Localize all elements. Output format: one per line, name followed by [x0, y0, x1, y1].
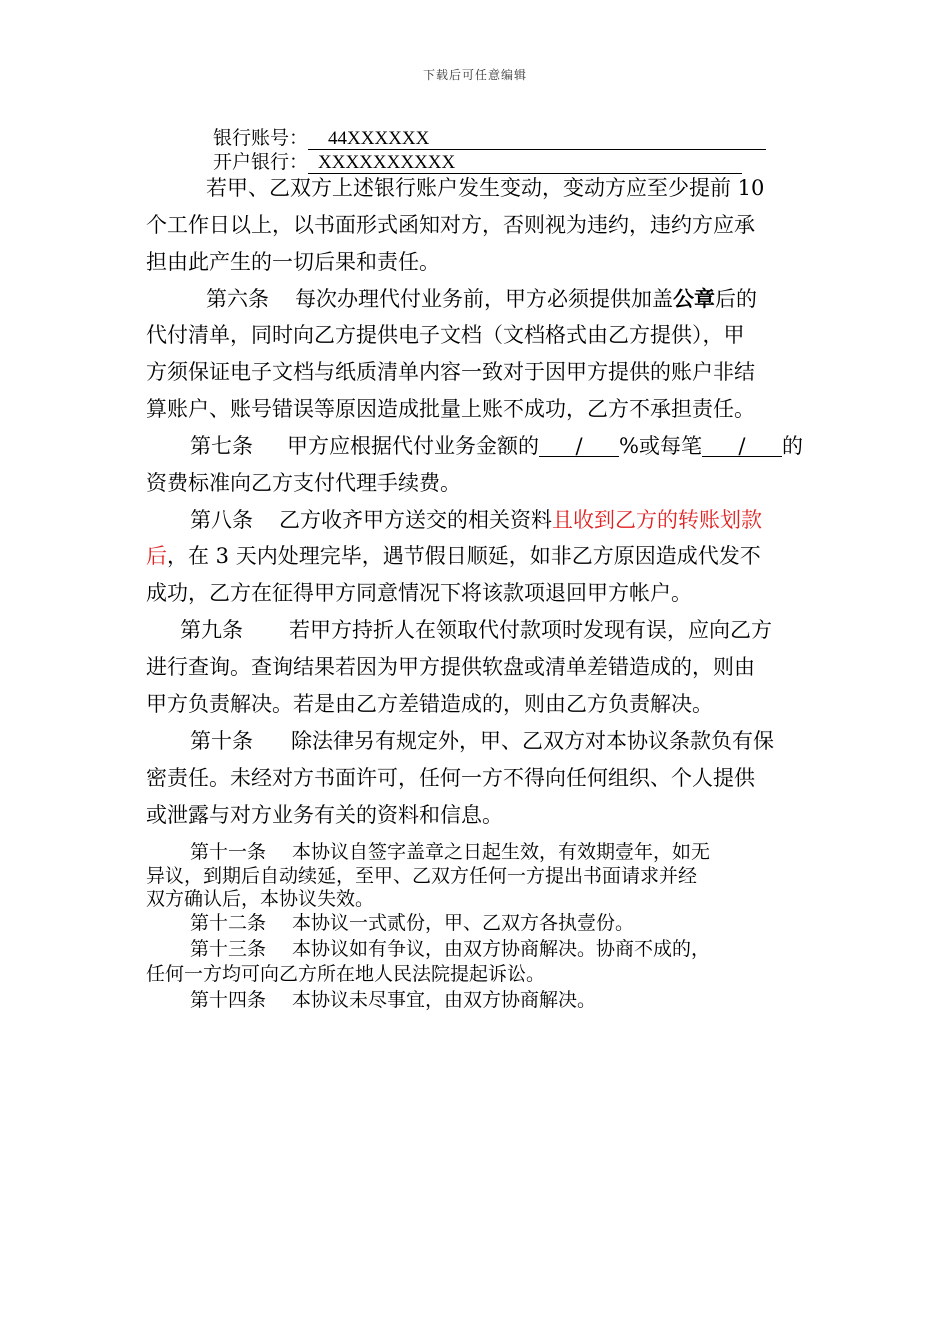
article-13-line1: [190, 937, 710, 961]
article-8-title: 第八条: [190, 508, 253, 532]
bank-account-row: [213, 126, 766, 150]
article-9-text: 若甲方持折人在领取代付款项时发现有误，应向乙方: [289, 618, 772, 642]
article-6-line4: 算账户、账号错误等原因造成批量上账不成功，乙方不承担责任。: [146, 397, 755, 421]
article-8-highlight-text: 且收到乙方的转账划款: [552, 508, 762, 532]
article-7-per-item-blank: /: [702, 436, 782, 457]
bank-account-label: 银行账号：: [213, 127, 309, 149]
article-11-line1: [190, 840, 710, 864]
article-7-line1: [190, 434, 803, 458]
article-8-text-b: ，在 3 天内处理完毕，遇节假日顺延，如非乙方原因造成代发不: [167, 544, 761, 568]
article-10-text: 除法律另有规定外，甲、乙双方对本协议条款负有保: [291, 729, 774, 753]
article-11-title: 第十一条: [190, 841, 267, 863]
article-8-line2: [146, 544, 761, 568]
bank-account-value: 44XXXXXX: [308, 129, 766, 150]
article-7-text-b: %或每笔: [619, 434, 702, 458]
article-12-text: 本协议一式贰份，甲、乙双方各执壹份。: [292, 912, 635, 934]
article-9-line1: [180, 618, 772, 642]
article-12-line1: [190, 911, 634, 935]
article-7-text-a: 甲方应根据代付业务金额的: [287, 434, 539, 458]
article-6-seal-text: 公章: [673, 286, 715, 311]
article-13-text: 本协议如有争议，由双方协商解决。协商不成的，: [292, 938, 711, 960]
article-7-text-c: 的: [781, 434, 803, 458]
article-13-title: 第十三条: [190, 938, 267, 960]
bank-name-value: XXXXXXXXXX: [308, 153, 742, 174]
article-8-line1: [190, 508, 762, 532]
change-clause-line3: 担由此产生的一切后果和责任。: [146, 250, 440, 274]
article-7-title: 第七条: [190, 434, 253, 458]
change-clause-line2: 个工作日以上，以书面形式函知对方，否则视为违约，违约方应承: [146, 213, 755, 237]
article-10-title: 第十条: [190, 729, 253, 753]
article-12-title: 第十二条: [190, 912, 267, 934]
article-14-title: 第十四条: [190, 989, 267, 1011]
article-9-title: 第九条: [180, 618, 243, 642]
article-10-line3: 或泄露与对方业务有关的资料和信息。: [146, 803, 503, 827]
article-9-line3: 甲方负责解决。若是由乙方差错造成的，则由乙方负责解决。: [146, 692, 713, 716]
article-6-line1: [206, 287, 757, 311]
article-10-line1: [190, 729, 774, 753]
article-6-text-b: 后的: [715, 287, 757, 311]
article-8-line3: 成功，乙方在征得甲方同意情况下将该款项退回甲方帐户。: [146, 581, 692, 605]
bank-name-row: [213, 150, 742, 174]
article-7-percent-blank: /: [539, 436, 619, 457]
article-11-line3: 双方确认后，本协议失效。: [146, 888, 375, 910]
article-8-text-a: 乙方收齐甲方送交的相关资料: [279, 508, 552, 532]
article-11-line2: 异议，到期后自动续延，至甲、乙双方任何一方提出书面请求并经: [146, 865, 698, 887]
article-14-text: 本协议未尽事宜，由双方协商解决。: [292, 989, 597, 1011]
bank-name-label: 开户银行：: [213, 151, 309, 173]
article-13-line2: 任何一方均可向乙方所在地人民法院提起诉讼。: [146, 963, 546, 985]
article-6-line2: 代付清单，同时向乙方提供电子文档（文档格式由乙方提供），甲: [146, 323, 745, 347]
article-6-line3: 方须保证电子文档与纸质清单内容一致对于因甲方提供的账户非结: [146, 360, 755, 384]
article-7-line2: 资费标准向乙方支付代理手续费。: [146, 471, 461, 495]
page-header-note: 下载后可任意编辑: [422, 68, 527, 82]
article-9-line2: 进行查询。查询结果若因为甲方提供软盘或清单差错造成的，则由: [146, 655, 755, 679]
article-6-title: 第六条: [206, 287, 269, 311]
article-10-line2: 密责任。未经对方书面许可，任何一方不得向任何组织、个人提供: [146, 766, 755, 790]
article-6-text-a: 每次办理代付业务前，甲方必须提供加盖: [295, 287, 673, 311]
article-14-line1: [190, 988, 596, 1012]
change-clause-line1: 若甲、乙双方上述银行账户发生变动，变动方应至少提前 10: [206, 176, 765, 200]
article-11-text: 本协议自签字盖章之日起生效，有效期壹年，如无: [292, 841, 711, 863]
article-8-highlight-tail: 后: [146, 544, 167, 568]
